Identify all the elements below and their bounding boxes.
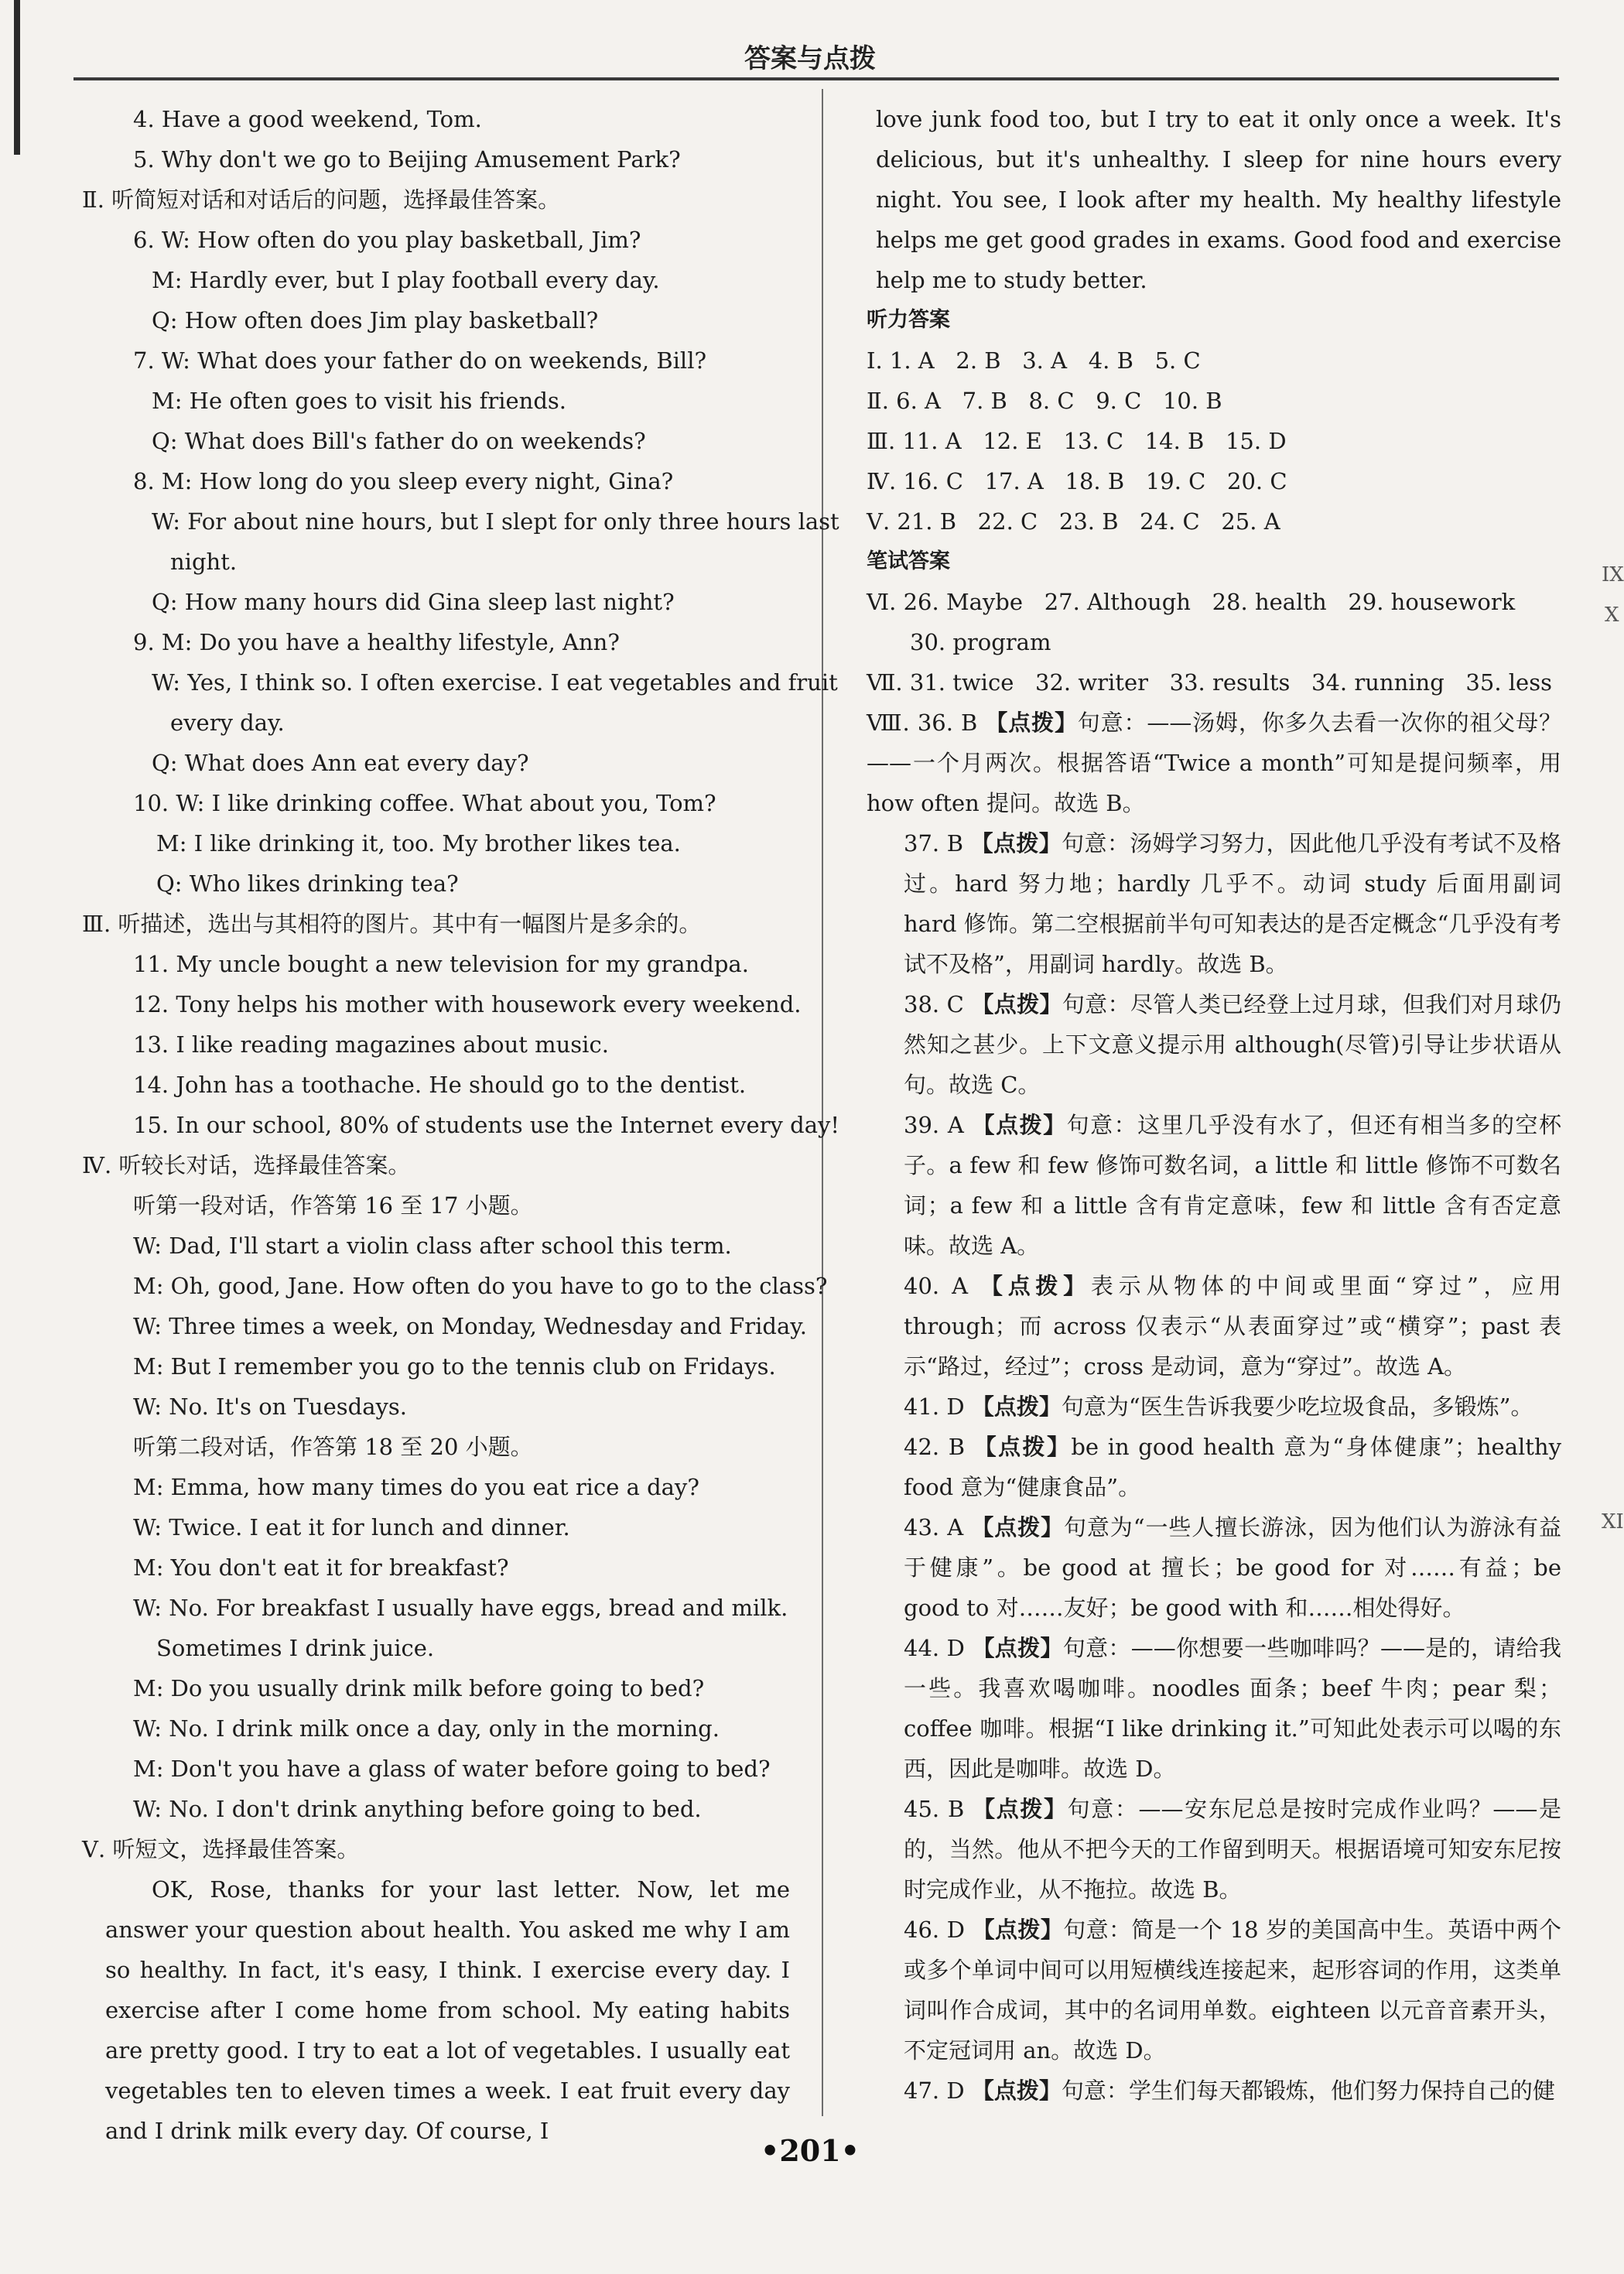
script-line: Sometimes I drink juice.	[156, 1635, 435, 1661]
explanation-number: 46. D	[904, 1917, 973, 1943]
explanation-number: 39. A	[904, 1112, 973, 1138]
script-line: 9. M: Do you have a healthy lifestyle, Ann?	[133, 629, 620, 655]
explanation-number: Ⅷ. 36. B	[867, 710, 986, 736]
script-line: W: Twice. I eat it for lunch and dinner.	[133, 1514, 570, 1541]
script-line: W: No. I drink milk once a day, only in the morning.	[133, 1715, 720, 1742]
script-line: Q: What does Ann eat every day?	[152, 750, 529, 776]
hint-tag: 【点拨】	[973, 1434, 1072, 1460]
section-heading: Ⅲ. 听描述，选出与其相符的图片。其中有一幅图片是多余的。	[82, 911, 702, 937]
explanation-text: 句意：——汤姆，你多久去看一次你的祖父母？——一个月两次。根据答语“Twice a month”可知是提问频率，用 how often 提问。故选 B。	[867, 710, 1561, 816]
hint-tag: 【点拨】	[971, 1393, 1062, 1420]
script-line: 12. Tony helps his mother with housework every weekend.	[133, 991, 802, 1017]
hint-tag: 【点拨】	[972, 1917, 1064, 1943]
explanation-number: 44. D	[904, 1635, 973, 1661]
explanation-number: 45. B	[904, 1796, 973, 1822]
hint-tag: 【点拨】	[971, 1514, 1064, 1541]
script-line: 14. John has a toothache. He should go to the dentist.	[133, 1072, 747, 1098]
hint-tag: 【点拨】	[970, 830, 1062, 857]
binding-edge	[14, 0, 20, 155]
script-line: M: Do you usually drink milk before going to bed?	[133, 1675, 705, 1701]
script-line: 13. I like reading magazines about music.	[133, 1031, 609, 1058]
page-header-title: 答案与点拨	[744, 43, 876, 74]
script-line: W: Three times a week, on Monday, Wednesday and Friday.	[133, 1313, 808, 1339]
explanation-text: 句意：这里几乎没有水了，但还有相当多的空杯子。a few 和 few 修饰可数名词，a little 和 little 修饰不可数名词；a few 和 a little 含有肯定意味，few 和 little 含有否定意味。故选 A。	[904, 1112, 1561, 1259]
script-line: W: For about nine hours, but I slept for only three hours last	[152, 508, 839, 535]
margin-mark: XI	[1602, 1510, 1624, 1534]
hint-tag: 【点拨】	[971, 2077, 1062, 2104]
written-answer-row: 30. program	[910, 629, 1051, 655]
script-line: W: Yes, I think so. I often exercise. I eat vegetables and fruit	[152, 669, 838, 696]
explanation-number: 38. C	[904, 991, 972, 1017]
hint-tag: 【点拨】	[971, 991, 1062, 1017]
explanation-item	[904, 1507, 1561, 1628]
hint-tag: 【点拨】	[980, 1273, 1091, 1299]
listening-answer-row: Ⅳ. 16. C 17. A 18. B 19. C 20. C	[867, 468, 1287, 494]
listening-answer-row: Ⅱ. 6. A 7. B 8. C 9. C 10. B	[867, 388, 1222, 414]
script-line: M: Emma, how many times do you eat rice a day?	[133, 1474, 699, 1500]
script-line: M: He often goes to visit his friends.	[152, 388, 566, 414]
script-line: Q: How often does Jim play basketball?	[152, 307, 599, 333]
listening-answer-row: Ⅴ. 21. B 22. C 23. B 24. C 25. A	[867, 508, 1280, 535]
listening-answers	[867, 340, 1561, 542]
script-line: 4. Have a good weekend, Tom.	[133, 106, 482, 132]
explanation-number: 47. D	[904, 2077, 972, 2104]
explanation-number: 41. D	[904, 1393, 972, 1420]
section-heading: Ⅴ. 听短文，选择最佳答案。	[82, 1836, 360, 1862]
written-answers	[867, 582, 1561, 703]
right-column	[867, 99, 1561, 2111]
explanation-text: 表示从物体的中间或里面“穿过”，应用 through；而 across 仅表示“从表面穿过”或“横穿”；past 表示“路过，经过”；cross 是动词，意为“穿过”。故选 A。	[904, 1273, 1561, 1380]
written-answers-heading: 笔试答案	[867, 549, 950, 573]
explanation-text: 句意：简是一个 18 岁的美国高中生。英语中两个或多个单词中间可以用短横线连接起来，起形容词的作用，这类单词叫作合成词，其中的名词用单数。eighteen 以元音音素开头，不定冠词用 an。故选 D。	[904, 1917, 1561, 2064]
listening-script-lines	[82, 99, 840, 1869]
page-number: •201•	[761, 2133, 860, 2168]
left-column	[82, 99, 840, 2151]
explanation-item	[904, 1910, 1561, 2071]
explanation-item	[904, 1427, 1561, 1507]
explanation-item	[904, 984, 1561, 1105]
explanation-text: 句意为“一些人擅长游泳，因为他们认为游泳有益于健康”。be good at 擅长；be good for 对……有益；be good to 对……友好；be good with 和……相处得好。	[904, 1514, 1561, 1621]
script-line: night.	[170, 549, 238, 575]
explanation-item	[904, 1266, 1561, 1387]
explanation-number: 40. A	[904, 1273, 980, 1299]
explanation-text: 句意：汤姆学习努力，因此他几乎没有考试不及格过。hard 努力地；hardly 几乎不。动词 study 后面用副词 hard 修饰。第二空根据前半句可知表达的是否定概念“几乎没有考试不及格”，用副词 hardly。故选 B。	[904, 830, 1561, 977]
script-line: 5. Why don't we go to Beijing Amusement Park?	[133, 146, 681, 173]
listening-answer-row: Ⅰ. 1. A 2. B 3. A 4. B 5. C	[867, 347, 1201, 374]
script-line: W: No. For breakfast I usually have eggs, bread and milk.	[133, 1595, 788, 1621]
script-line: 10. W: I like drinking coffee. What about you, Tom?	[133, 790, 716, 816]
script-line: M: Hardly ever, but I play football every day.	[152, 267, 660, 293]
explanation-item	[904, 2071, 1561, 2111]
written-answer-row: Ⅵ. 26. Maybe 27. Although 28. health 29. housework	[867, 589, 1516, 615]
script-line: M: But I remember you go to the tennis club on Fridays.	[133, 1353, 776, 1380]
explanation-text: 句意：——安东尼总是按时完成作业吗？——是的，当然。他从不把今天的工作留到明天。根据语境可知安东尼按时完成作业，从不拖拉。故选 B。	[904, 1796, 1561, 1903]
listening-answers-heading: 听力答案	[867, 308, 950, 332]
explanation-text: 句意：尽管人类已经登上过月球，但我们对月球仍然知之甚少。上下文意义提示用 although(尽管)引导让步状语从句。故选 C。	[904, 991, 1561, 1098]
script-line: Q: Who likes drinking tea?	[156, 870, 459, 897]
written-answer-row: Ⅶ. 31. twice 32. writer 33. results 34. running 35. less	[867, 669, 1552, 696]
margin-mark: X	[1605, 604, 1619, 627]
hint-tag: 【点拨】	[973, 1796, 1068, 1822]
answer-explanations	[867, 703, 1561, 2111]
listening-answer-row: Ⅲ. 11. A 12. E 13. C 14. B 15. D	[867, 428, 1287, 454]
script-line: 6. W: How often do you play basketball, Jim?	[133, 227, 641, 253]
script-line: 听第二段对话，作答第 18 至 20 小题。	[133, 1434, 533, 1460]
explanation-item	[904, 1387, 1561, 1427]
script-line: 7. W: What does your father do on weekends, Bill?	[133, 347, 707, 374]
explanation-item	[904, 1628, 1561, 1789]
explanation-item	[904, 1105, 1561, 1266]
explanation-text: be in good health 意为“身体健康”；healthy food 意为“健康食品”。	[904, 1434, 1561, 1500]
script-line: 听第一段对话，作答第 16 至 17 小题。	[133, 1192, 533, 1219]
script-line: Q: What does Bill's father do on weekends?	[152, 428, 646, 454]
script-line: 8. M: How long do you sleep every night, Gina?	[133, 468, 674, 494]
explanation-number: 43. A	[904, 1514, 972, 1541]
explanation-number: 37. B	[904, 830, 971, 857]
script-line: every day.	[170, 710, 285, 736]
explanation-text: 句意为“医生告诉我要少吃垃圾食品，多锻炼”。	[1061, 1393, 1533, 1420]
header-rule	[74, 77, 1559, 80]
hint-tag: 【点拨】	[985, 710, 1078, 736]
script-line: M: Oh, good, Jane. How often do you have to go to the class?	[133, 1273, 828, 1299]
explanation-number: 42. B	[904, 1434, 974, 1460]
explanation-item	[867, 703, 1561, 823]
script-line: W: No. It's on Tuesdays.	[133, 1393, 407, 1420]
column-divider	[822, 89, 823, 2116]
script-line: W: Dad, I'll start a violin class after school this term.	[133, 1233, 732, 1259]
explanation-item	[904, 823, 1561, 984]
explanation-item	[904, 1789, 1561, 1910]
script-line: M: You don't eat it for breakfast?	[133, 1554, 509, 1581]
explanation-text: 句意：——你想要一些咖啡吗？——是的，请给我一些。我喜欢喝咖啡。noodles 面条；beef 牛肉；pear 梨；coffee 咖啡。根据“I like drinking it.”可知此处表示可以喝的东西，因此是咖啡。故选 D。	[904, 1635, 1561, 1782]
explanation-text: 句意：学生们每天都锻炼，他们努力保持自己的健	[1061, 2077, 1555, 2104]
script-line: 15. In our school, 80% of students use the Internet every day!	[133, 1112, 840, 1138]
script-line: M: I like drinking it, too. My brother likes tea.	[156, 830, 681, 857]
section-heading: Ⅳ. 听较长对话，选择最佳答案。	[82, 1152, 411, 1178]
listening-passage-continued: love junk food too, but I try to eat it only once a week. It's delicious, but it's unhealthy. I sleep for nine hours every night. You see, I look after my health. My healthy lifestyle helps me get good grades in exams. Good food and exercise help me to study better.	[876, 106, 1561, 293]
script-line: M: Don't you have a glass of water before going to bed?	[133, 1756, 771, 1782]
margin-mark: IX	[1602, 563, 1624, 586]
script-line: W: No. I don't drink anything before going to bed.	[133, 1796, 702, 1822]
script-line: Q: How many hours did Gina sleep last night?	[152, 589, 675, 615]
script-line: 11. My uncle bought a new television for my grandpa.	[133, 951, 749, 977]
section-heading: Ⅱ. 听简短对话和对话后的问题，选择最佳答案。	[82, 186, 561, 213]
hint-tag: 【点拨】	[972, 1112, 1067, 1138]
listening-passage: OK, Rose, thanks for your last letter. Now, let me answer your question about health. You asked me why I am so healthy. In fact, it's easy, I think. I exercise every day. I exercise after I come home from school. My eating habits are pretty good. I try to eat a lot of vegetables. I usually eat vegetables ten to eleven times a week. I eat fruit every day and I drink milk every day. Of course, I	[105, 1876, 790, 2144]
hint-tag: 【点拨】	[972, 1635, 1063, 1661]
